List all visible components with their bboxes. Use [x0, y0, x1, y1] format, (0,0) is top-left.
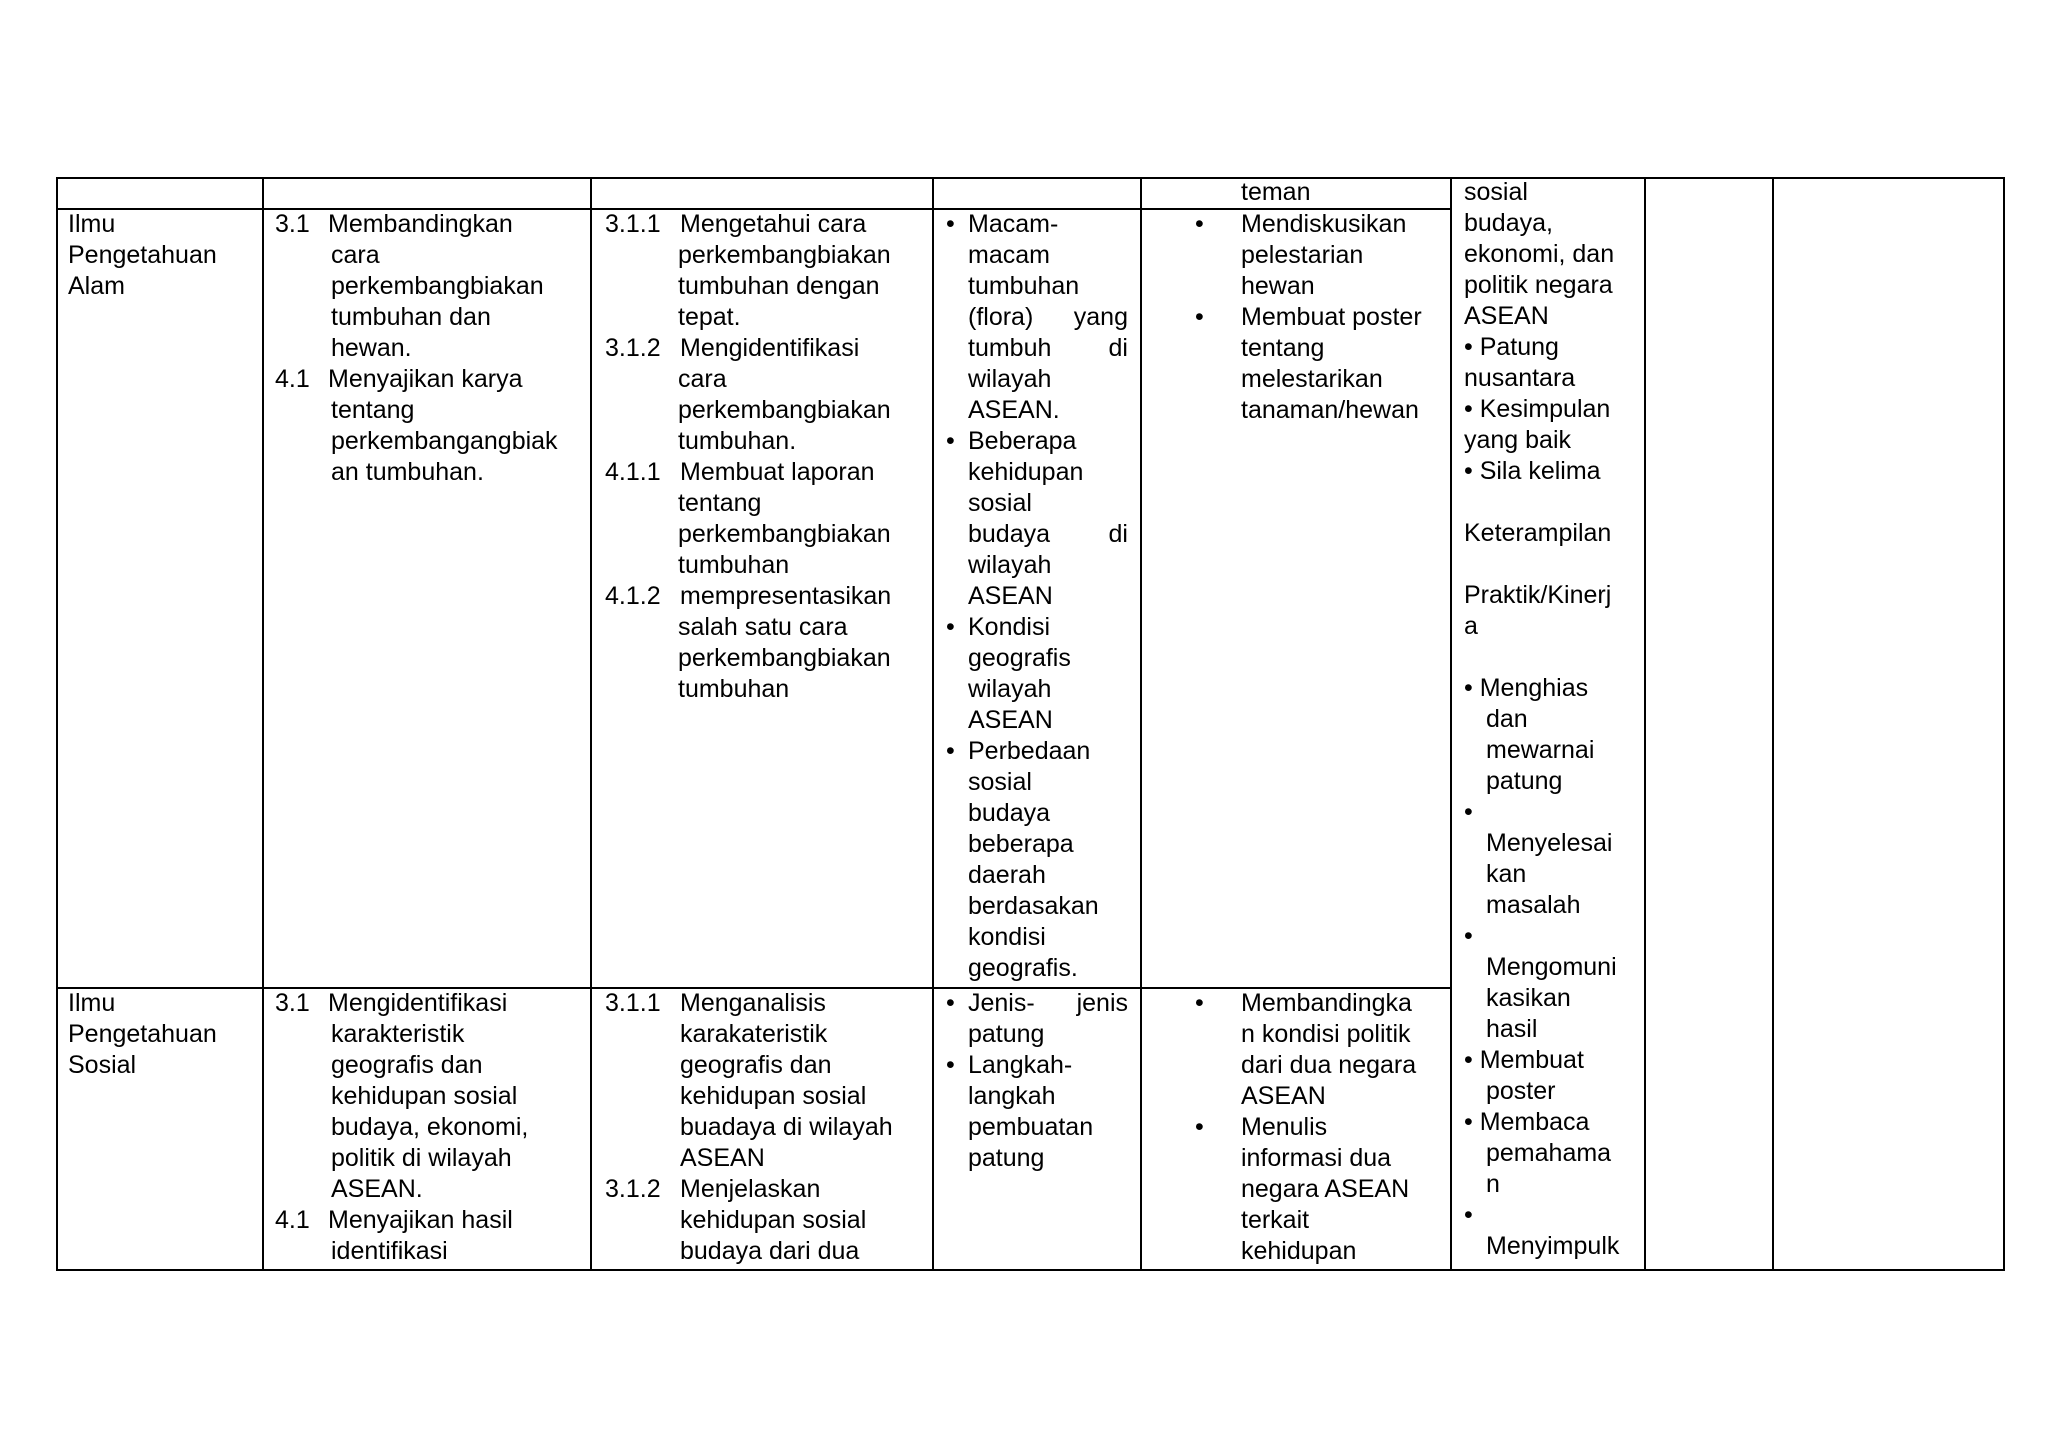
penilaian-line: • Sila kelima	[1464, 457, 1601, 485]
ips-indikator-number: 3.1.2	[605, 1175, 661, 1203]
penilaian-line: nusantara	[1464, 364, 1576, 392]
ips-materi-line: langkah	[968, 1082, 1056, 1110]
ips-indikator-number: 3.1.1	[605, 989, 661, 1017]
penilaian-bullet-line: patung	[1486, 767, 1563, 795]
ips-kegiatan-line: negara ASEAN	[1241, 1175, 1410, 1203]
ips-subject-line: Sosial	[68, 1051, 137, 1079]
penilaian-bullet-line: kan	[1486, 860, 1527, 888]
penilaian-heading-praktik: Praktik/Kinerj	[1464, 581, 1612, 609]
ipa-indikator-line: perkembangbiakan	[678, 396, 891, 424]
ipa-materi-cell	[946, 209, 1128, 984]
ips-indikator-line: kehidupan sosial	[680, 1206, 867, 1234]
ipa-materi-line: Perbedaan	[968, 737, 1091, 765]
bullet-icon: •	[946, 737, 955, 765]
ipa-indikator-line: tumbuhan	[678, 675, 790, 703]
col-line-3	[932, 177, 934, 1271]
ipa-kd-line: cara	[331, 241, 380, 269]
penilaian-line: sosial	[1464, 178, 1528, 206]
kegiatan-top-cell	[1241, 177, 1310, 208]
penilaian-bullet-line: •	[1464, 1201, 1473, 1229]
penilaian-line: • Kesimpulan	[1464, 395, 1611, 423]
penilaian-line: ASEAN	[1464, 302, 1549, 330]
ipa-kd-line: tentang	[331, 396, 415, 424]
ipa-kegiatan-item	[1195, 302, 1445, 426]
ips-subject-line: Ilmu	[68, 989, 116, 1017]
ipa-indikator-number: 4.1.2	[605, 582, 661, 610]
penilaian-bullet-line: •	[1464, 798, 1473, 826]
ipa-indikator-line: Mengetahui cara	[680, 210, 867, 238]
ips-kegiatan-item	[1195, 988, 1445, 1112]
penilaian-bullet-line: •	[1464, 922, 1473, 950]
ips-kd-line: kehidupan sosial	[331, 1082, 518, 1110]
ips-kd-line: budaya, ekonomi,	[331, 1113, 529, 1141]
ipa-indikator-cell	[605, 209, 929, 705]
ips-kegiatan-item	[1195, 1112, 1445, 1267]
ips-kegiatan-cell	[1195, 988, 1445, 1267]
ipa-kegiatan-line: tentang	[1241, 334, 1325, 362]
ips-indikator-item	[605, 988, 929, 1174]
ips-kegiatan-line: ASEAN	[1241, 1082, 1326, 1110]
ips-indikator-line: budaya dari dua	[680, 1237, 860, 1265]
penilaian-bullet-line: dan	[1486, 705, 1528, 733]
penilaian-line: budaya,	[1464, 209, 1553, 237]
penilaian-bullet	[1464, 921, 1642, 1045]
ipa-materi-line: kondisi	[968, 923, 1046, 951]
ipa-materi-item	[946, 612, 1128, 736]
ipa-materi-line: sosial	[968, 768, 1032, 796]
penilaian-line: ekonomi, dan	[1464, 240, 1615, 268]
ipa-materi-line: geografis.	[968, 954, 1078, 982]
penilaian-cell	[1464, 177, 1642, 1262]
penilaian-bullet	[1464, 1200, 1642, 1262]
ipa-kd-line: Menyajikan karya	[328, 365, 523, 393]
ipa-indikator-item	[605, 333, 929, 457]
col-line-1	[262, 177, 264, 1271]
bullet-icon: •	[946, 210, 955, 238]
ips-kd-line: identifikasi	[331, 1237, 448, 1265]
col-line-5	[1450, 177, 1452, 1271]
ipa-kd-number: 3.1	[275, 210, 310, 238]
ipa-materi-line: kehidupan	[968, 458, 1084, 486]
ipa-kd-item	[275, 209, 587, 364]
penilaian-bullet	[1464, 673, 1642, 797]
ipa-indikator-line: cara	[678, 365, 727, 393]
ips-materi-line: Langkah-	[968, 1051, 1073, 1079]
penilaian-heading-keterampilan: Keterampilan	[1464, 519, 1612, 547]
penilaian-heading-praktik: a	[1464, 612, 1478, 640]
penilaian-bullet-line: Menyimpulk	[1486, 1232, 1620, 1260]
penilaian-bullet-line: masalah	[1486, 891, 1581, 919]
ipa-indikator-line: Mengidentifikasi	[680, 334, 860, 362]
ips-materi-line: patung	[968, 1020, 1045, 1048]
ips-materi-line: Jenis- jenis	[968, 989, 1128, 1017]
ipa-indikator-number: 3.1.2	[605, 334, 661, 362]
penilaian-bullet	[1464, 1045, 1642, 1107]
ips-materi-line: pembuatan	[968, 1113, 1094, 1141]
ipa-indikator-item	[605, 581, 929, 705]
ipa-materi-line: tumbuh di	[968, 334, 1128, 362]
ipa-kegiatan-item	[1195, 209, 1445, 302]
ipa-kegiatan-line: Membuat poster	[1241, 303, 1422, 331]
ipa-indikator-line: Membuat laporan	[680, 458, 875, 486]
ipa-kd-item	[275, 364, 587, 488]
ips-kegiatan-line: Menulis	[1241, 1113, 1328, 1141]
ips-kegiatan-line: n kondisi politik	[1241, 1020, 1411, 1048]
penilaian-line: yang baik	[1464, 426, 1572, 454]
ipa-materi-line: berdasakan	[968, 892, 1099, 920]
bullet-icon: •	[1195, 1113, 1204, 1141]
ipa-materi-line: tumbuhan	[968, 272, 1080, 300]
ipa-materi-line: Macam-	[968, 210, 1059, 238]
ipa-kd-line: perkembangangbiak	[331, 427, 558, 455]
ips-kd-line: ASEAN.	[331, 1175, 423, 1203]
ips-subject-line: Pengetahuan	[68, 1020, 217, 1048]
ips-kegiatan-line: kehidupan	[1241, 1237, 1357, 1265]
ipa-materi-line: ASEAN	[968, 582, 1053, 610]
penilaian-bullet-line: • Membaca	[1464, 1108, 1590, 1136]
ipa-kd-line: an tumbuhan.	[331, 458, 484, 486]
ips-kd-line: karakteristik	[331, 1020, 465, 1048]
penilaian-bullet-line: • Menghias	[1464, 674, 1589, 702]
ipa-materi-line: budaya	[968, 799, 1051, 827]
ipa-indikator-line: perkembangbiakan	[678, 644, 891, 672]
penilaian-bullet-line: Menyelesai	[1486, 829, 1613, 857]
penilaian-bullet	[1464, 797, 1642, 921]
ipa-materi-line: wilayah	[968, 675, 1052, 703]
ipa-kegiatan-line: tanaman/hewan	[1241, 396, 1419, 424]
ips-indikator-line: kehidupan sosial	[680, 1082, 867, 1110]
ipa-materi-item	[946, 736, 1128, 984]
ips-indikator-cell	[605, 988, 929, 1267]
ipa-indikator-line: salah satu cara	[678, 613, 848, 641]
ipa-materi-item	[946, 426, 1128, 612]
bullet-icon: •	[1195, 989, 1204, 1017]
ips-kd-item	[275, 988, 587, 1205]
ipa-kegiatan-line: Mendiskusikan	[1241, 210, 1407, 238]
penilaian-bullet-line: poster	[1486, 1077, 1556, 1105]
ipa-subject-line: Pengetahuan	[68, 241, 217, 269]
penilaian-bullet	[1464, 1107, 1642, 1200]
ipa-indikator-item	[605, 209, 929, 333]
penilaian-line: • Patung	[1464, 333, 1559, 361]
ipa-kd-line: perkembangbiakan	[331, 272, 544, 300]
ipa-indikator-line: perkembangbiakan	[678, 520, 891, 548]
col-line-6	[1644, 177, 1646, 1271]
ipa-materi-line: sosial	[968, 489, 1032, 517]
bullet-icon: •	[946, 427, 955, 455]
ips-indikator-line: geografis dan	[680, 1051, 832, 1079]
ips-materi-item	[946, 1050, 1128, 1174]
ips-materi-cell	[946, 988, 1128, 1174]
bullet-icon: •	[946, 989, 955, 1017]
ipa-materi-line: Kondisi	[968, 613, 1050, 641]
ips-kd-number: 4.1	[275, 1206, 310, 1234]
ipa-materi-line: macam	[968, 241, 1050, 269]
ips-kd-line: geografis dan	[331, 1051, 483, 1079]
ips-kegiatan-line: informasi dua	[1241, 1144, 1392, 1172]
col-line-8	[2003, 177, 2005, 1271]
ipa-indikator-number: 3.1.1	[605, 210, 661, 238]
penilaian-bullet-line: Mengomuni	[1486, 953, 1617, 981]
ips-indikator-line: Menganalisis	[680, 989, 826, 1017]
penilaian-bullet-line: hasil	[1486, 1015, 1538, 1043]
ipa-materi-item	[946, 209, 1128, 426]
bullet-icon: •	[1195, 303, 1204, 331]
ipa-indikator-line: perkembangbiakan	[678, 241, 891, 269]
penilaian-bullet-line: mewarnai	[1486, 736, 1595, 764]
ips-kegiatan-line: terkait	[1241, 1206, 1310, 1234]
ips-materi-line: patung	[968, 1144, 1045, 1172]
ipa-kd-cell	[275, 209, 587, 488]
ipa-kd-number: 4.1	[275, 365, 310, 393]
ipa-indikator-item	[605, 457, 929, 581]
ips-indikator-item	[605, 1174, 929, 1267]
ips-kd-cell	[275, 988, 587, 1267]
ipa-kegiatan-line: melestarikan	[1241, 365, 1383, 393]
ipa-indikator-line: tumbuhan dengan	[678, 272, 880, 300]
ipa-kd-line: hewan.	[331, 334, 412, 362]
ipa-kegiatan-line: pelestarian	[1241, 241, 1364, 269]
ipa-materi-line: Beberapa	[968, 427, 1077, 455]
ips-kd-item	[275, 1205, 587, 1267]
ipa-indikator-line: mempresentasikan	[680, 582, 892, 610]
penilaian-bullet-line: • Membuat	[1464, 1046, 1584, 1074]
ipa-indikator-line: tumbuhan.	[678, 427, 797, 455]
table-border-bottom	[56, 1269, 2003, 1271]
ipa-kegiatan-cell	[1195, 209, 1445, 426]
ipa-indikator-number: 4.1.1	[605, 458, 661, 486]
ipa-kd-line: Membandingkan	[328, 210, 513, 238]
bullet-icon: •	[946, 1051, 955, 1079]
ipa-materi-line: wilayah	[968, 365, 1052, 393]
ips-indikator-line: karakateristik	[680, 1020, 828, 1048]
penilaian-line: politik negara	[1464, 271, 1613, 299]
col-line-2	[590, 177, 592, 1271]
ips-kd-number: 3.1	[275, 989, 310, 1017]
col-line-7	[1772, 177, 1774, 1271]
ipa-kd-line: tumbuhan dan	[331, 303, 491, 331]
ipa-materi-line: wilayah	[968, 551, 1052, 579]
ipa-materi-line: geografis	[968, 644, 1071, 672]
col-line-0	[56, 177, 58, 1271]
table-border-top	[56, 177, 2003, 179]
ipa-subject-cell	[68, 209, 217, 302]
penilaian-bullet-line: kasikan	[1486, 984, 1571, 1012]
penilaian-bullet-line: pemahama	[1486, 1139, 1612, 1167]
ips-kd-line: Mengidentifikasi	[328, 989, 508, 1017]
ips-indikator-line: buadaya di wilayah	[680, 1113, 893, 1141]
ipa-indikator-line: tepat.	[678, 303, 741, 331]
ips-indikator-line: Menjelaskan	[680, 1175, 821, 1203]
ipa-materi-line: (flora) yang	[968, 303, 1128, 331]
ipa-kegiatan-line: hewan	[1241, 272, 1315, 300]
ipa-materi-line: budaya di	[968, 520, 1128, 548]
bullet-icon: •	[1195, 210, 1204, 238]
ips-indikator-line: ASEAN	[680, 1144, 765, 1172]
ips-kegiatan-line: dari dua negara	[1241, 1051, 1417, 1079]
ipa-subject-line: Ilmu	[68, 210, 116, 238]
kegiatan-top-text: teman	[1241, 178, 1311, 206]
ips-kegiatan-line: Membandingka	[1241, 989, 1412, 1017]
ips-materi-item	[946, 988, 1128, 1050]
ips-subject-cell	[68, 988, 217, 1081]
ips-kd-line: Menyajikan hasil	[328, 1206, 513, 1234]
penilaian-bullet-line: n	[1486, 1170, 1500, 1198]
ipa-indikator-line: tentang	[678, 489, 762, 517]
ipa-subject-line: Alam	[68, 272, 125, 300]
ipa-indikator-line: tumbuhan	[678, 551, 790, 579]
ipa-materi-line: ASEAN	[968, 706, 1053, 734]
col-line-4	[1140, 177, 1142, 1271]
ips-kd-line: politik di wilayah	[331, 1144, 512, 1172]
bullet-icon: •	[946, 613, 955, 641]
ipa-materi-line: ASEAN.	[968, 396, 1060, 424]
ipa-materi-line: daerah	[968, 861, 1046, 889]
ipa-materi-line: beberapa	[968, 830, 1074, 858]
